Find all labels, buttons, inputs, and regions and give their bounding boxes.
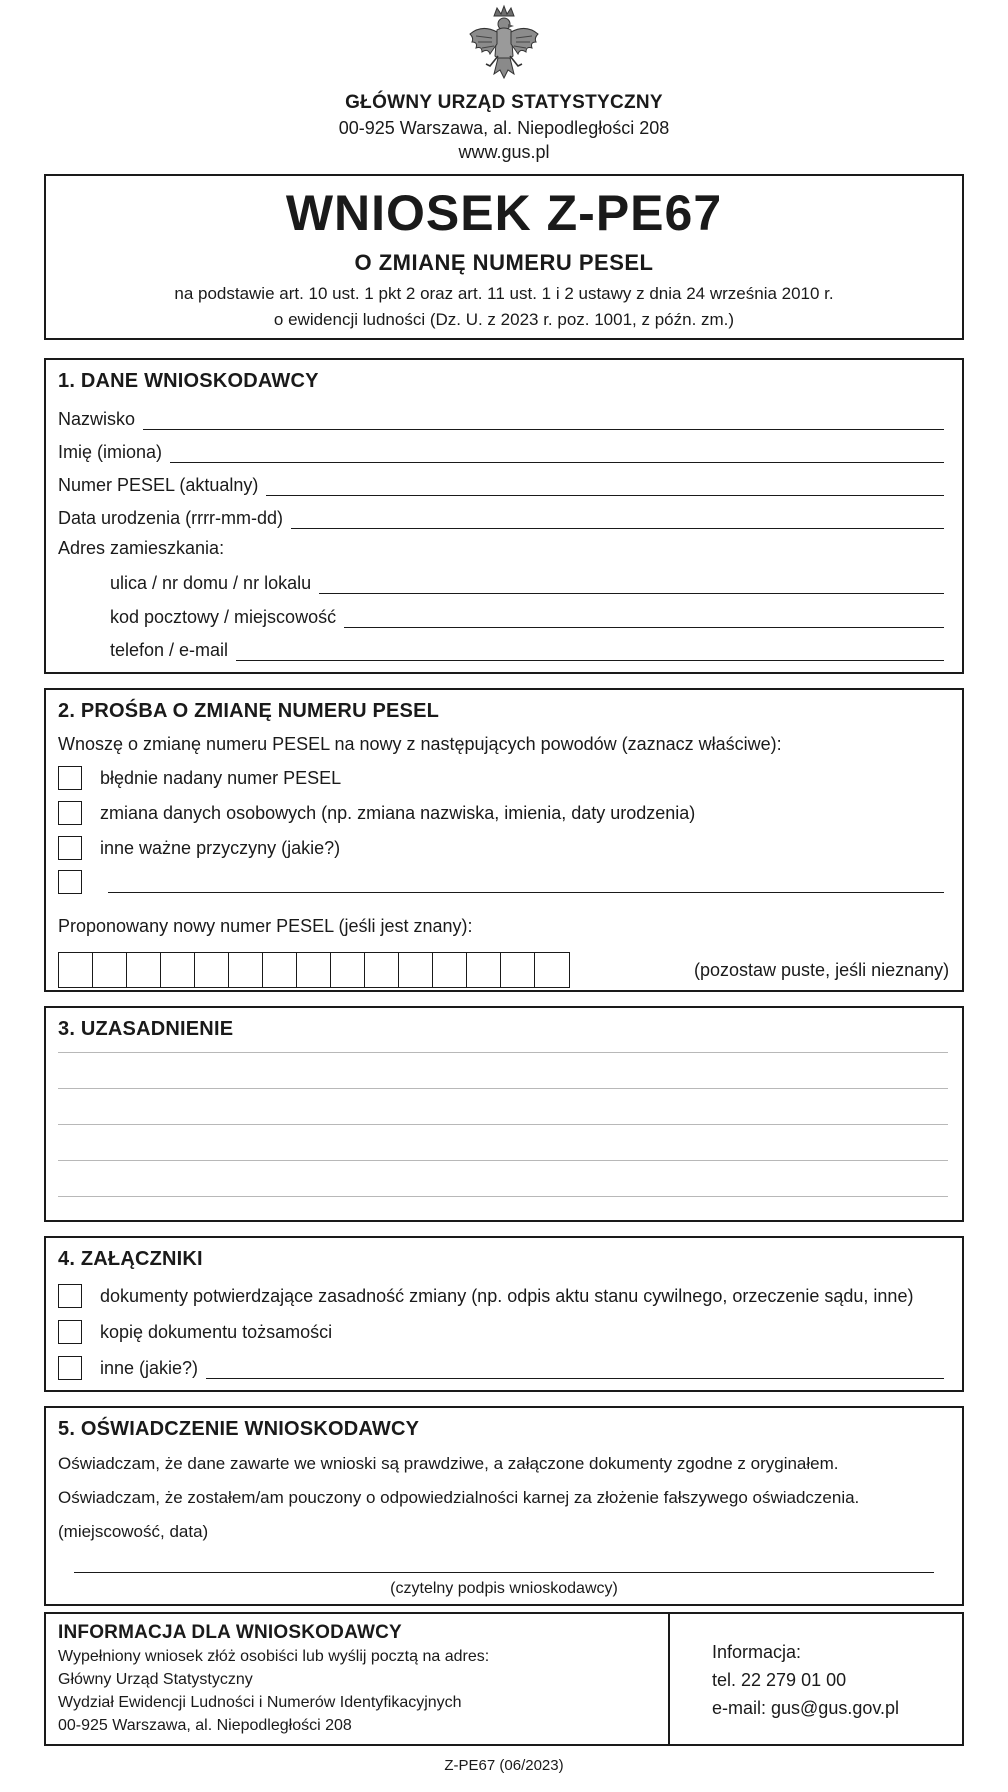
applicant-information: [44, 1612, 964, 1746]
pesel-digit-cell[interactable]: [127, 953, 161, 987]
attachment-option-3: [58, 1354, 944, 1382]
attachment-option-1: [58, 1282, 944, 1310]
polish-eagle-emblem-icon: [464, 4, 544, 88]
attachment-2-label: kopię dokumentu tożsamości: [100, 1321, 333, 1342]
section-applicant-data: [44, 358, 964, 674]
section-pesel-change-request: [44, 688, 964, 992]
first-names-label: Imię (imiona): [58, 442, 163, 462]
proposed-pesel-label: Proponowany nowy numer PESEL (jeśli jest znany):: [58, 916, 473, 936]
justification-line[interactable]: [58, 1160, 948, 1161]
legal-basis-line-1: na podstawie art. 10 ust. 1 pkt 2 oraz art. 11 ust. 1 i 2 ustawy z dnia 24 września 2010 r.: [174, 284, 834, 303]
justification-line[interactable]: [58, 1052, 948, 1053]
attachment-1-checkbox[interactable]: [58, 1284, 82, 1308]
postal-field-row: [110, 602, 944, 628]
title-block: [44, 174, 964, 340]
reason-option-1: [58, 764, 944, 792]
pesel-digit-cell[interactable]: [263, 953, 297, 987]
contact-email: e-mail: gus@gus.gov.pl: [712, 1698, 900, 1718]
pesel-digit-cell[interactable]: [93, 953, 127, 987]
birthdate-field[interactable]: [291, 511, 944, 529]
contact-phone: tel. 22 279 01 00: [712, 1670, 847, 1690]
surname-label: Nazwisko: [58, 409, 136, 429]
birthdate-field-row: [58, 503, 944, 529]
attachment-option-2: [58, 1318, 944, 1346]
pesel-digit-cell[interactable]: [161, 953, 195, 987]
current-pesel-field[interactable]: [266, 478, 944, 496]
first-names-field-row: [58, 437, 944, 463]
legal-basis-line-2: o ewidencji ludności (Dz. U. z 2023 r. poz. 1001, z późn. zm.): [273, 310, 735, 329]
info-line-3: Wydział Ewidencji Ludności i Numerów Identyfikacyjnych: [58, 1694, 462, 1711]
pesel-digit-cell[interactable]: [535, 953, 569, 987]
attachment-1-label: dokumenty potwierdzające zasadność zmiany (np. odpis aktu stanu cywilnego, orzeczenie sądu, inne): [100, 1285, 914, 1306]
org-name: GŁÓWNY URZĄD STATYSTYCZNY: [345, 92, 663, 113]
contact-field[interactable]: [236, 643, 944, 661]
proposed-pesel-grid[interactable]: [58, 952, 570, 988]
section-1-heading: 1. DANE WNIOSKODAWCY: [58, 370, 319, 392]
surname-field-row: [58, 404, 944, 430]
justification-line[interactable]: [58, 1088, 948, 1089]
request-intro: Wnoszę o zmianę numeru PESEL na nowy z następujących powodów (zaznacz właściwe):: [58, 734, 782, 754]
postal-label: kod pocztowy / miejscowość: [110, 607, 337, 627]
reason-3-checkbox[interactable]: [58, 836, 82, 860]
street-field-row: [110, 568, 944, 594]
org-address: 00-925 Warszawa, al. Niepodległości 208: [338, 118, 670, 138]
reason-2-checkbox[interactable]: [58, 801, 82, 825]
street-label: ulica / nr domu / nr lokalu: [110, 573, 312, 593]
declaration-statement-2: Oświadczam, że zostałem/am pouczony o odpowiedzialności karnej za złożenie fałszywego oświadczenia.: [58, 1488, 860, 1507]
declaration-statement-1: Oświadczam, że dane zawarte we wnioski są prawdziwe, a załączone dokumenty zgodne z oryginałem.: [58, 1454, 839, 1473]
info-line-2: Główny Urząd Statystyczny: [58, 1671, 253, 1688]
section-2-heading: 2. PROŚBA O ZMIANĘ NUMERU PESEL: [58, 700, 440, 722]
proposed-pesel-note: (pozostaw puste, jeśli nieznany): [694, 960, 950, 980]
attachment-other-field[interactable]: [206, 1357, 944, 1379]
surname-field[interactable]: [143, 412, 944, 430]
info-divider: [668, 1614, 670, 1744]
signature-label: (czytelny podpis wnioskodawcy): [390, 1580, 618, 1597]
place-date-label: (miejscowość, data): [58, 1522, 209, 1541]
pesel-digit-cell[interactable]: [501, 953, 535, 987]
contact-heading: Informacja:: [712, 1642, 802, 1662]
reason-option-other: [58, 868, 944, 896]
justification-line[interactable]: [58, 1196, 948, 1197]
attachment-2-checkbox[interactable]: [58, 1320, 82, 1344]
pesel-field-row: [58, 470, 944, 496]
section-justification: [44, 1006, 964, 1222]
birthdate-label: Data urodzenia (rrrr-mm-dd): [58, 508, 284, 528]
info-heading: INFORMACJA DLA WNIOSKODAWCY: [58, 1622, 402, 1643]
attachment-3-label: inne (jakie?): [100, 1357, 199, 1378]
street-field[interactable]: [319, 576, 944, 594]
current-pesel-label: Numer PESEL (aktualny): [58, 475, 259, 495]
reason-other-field[interactable]: [108, 871, 944, 893]
info-line-1: Wypełniony wniosek złóż osobiści lub wyślij pocztą na adres:: [58, 1648, 490, 1665]
pesel-digit-cell[interactable]: [229, 953, 263, 987]
signature-field[interactable]: [74, 1572, 934, 1573]
pesel-digit-cell[interactable]: [399, 953, 433, 987]
reason-1-checkbox[interactable]: [58, 766, 82, 790]
reason-option-3: [58, 834, 944, 862]
pesel-digit-cell[interactable]: [331, 953, 365, 987]
attachment-3-checkbox[interactable]: [58, 1356, 82, 1380]
reason-3-label: inne ważne przyczyny (jakie?): [100, 837, 341, 858]
contact-label: telefon / e-mail: [110, 640, 229, 660]
reason-1-label: błędnie nadany numer PESEL: [100, 767, 342, 788]
pesel-digit-cell[interactable]: [365, 953, 399, 987]
contact-field-row: [110, 635, 944, 661]
pesel-digit-cell[interactable]: [195, 953, 229, 987]
form-code: Z-PE67 (06/2023): [444, 1757, 564, 1774]
form-subtitle: O ZMIANĘ NUMERU PESEL: [354, 250, 654, 275]
reason-option-2: [58, 799, 944, 827]
reason-2-label: zmiana danych osobowych (np. zmiana nazwiska, imienia, daty urodzenia): [100, 802, 696, 823]
address-label: Adres zamieszkania:: [58, 538, 225, 558]
pesel-digit-cell[interactable]: [433, 953, 467, 987]
pesel-digit-cell[interactable]: [467, 953, 501, 987]
org-website: www.gus.pl: [458, 142, 550, 162]
section-5-heading: 5. OŚWIADCZENIE WNIOSKODAWCY: [58, 1418, 420, 1440]
pesel-digit-cell[interactable]: [59, 953, 93, 987]
postal-field[interactable]: [344, 610, 944, 628]
pesel-digit-cell[interactable]: [297, 953, 331, 987]
justification-line[interactable]: [58, 1124, 948, 1125]
section-3-heading: 3. UZASADNIENIE: [58, 1018, 234, 1040]
info-line-4: 00-925 Warszawa, al. Niepodległości 208: [58, 1717, 352, 1734]
form-title: WNIOSEK Z-PE67: [285, 185, 723, 241]
section-attachments: [44, 1236, 964, 1392]
section-declaration: [44, 1406, 964, 1606]
reason-other-checkbox[interactable]: [58, 870, 82, 894]
first-names-field[interactable]: [170, 445, 944, 463]
section-4-heading: 4. ZAŁĄCZNIKI: [58, 1248, 203, 1270]
